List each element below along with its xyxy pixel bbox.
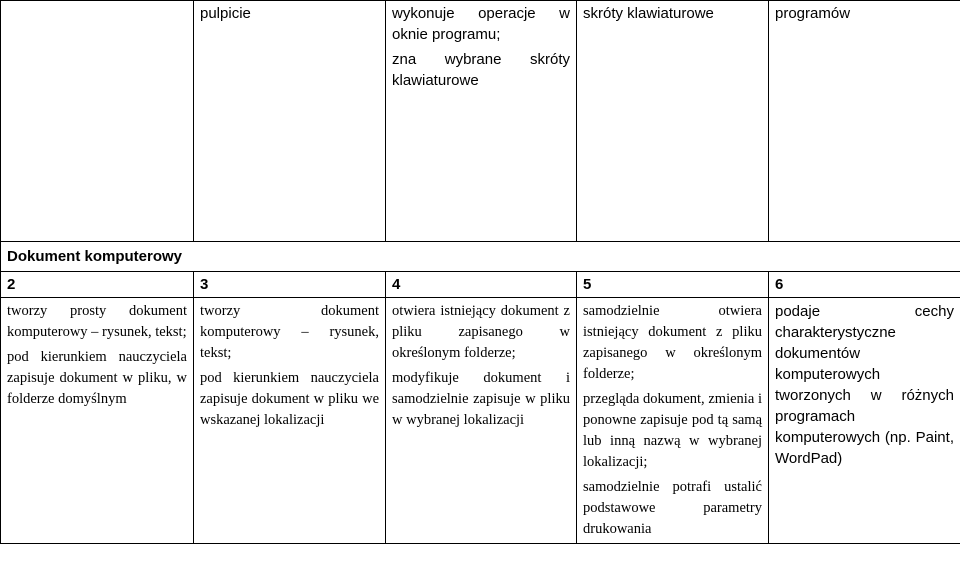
cell-text: samodzielnie otwiera istniejący dokument z pliku zapisanego w określonym folderze; bbox=[583, 303, 762, 382]
cell-text: przegląda dokument, zmienia i ponowne zapisuje pod tą samą lub inną nazwą w wybranej lokalizacji; bbox=[583, 391, 762, 470]
table-cell bbox=[577, 298, 769, 544]
cell-text: zna wybrane skróty klawiaturowe bbox=[392, 51, 570, 89]
column-number: 5 bbox=[577, 272, 769, 298]
cell-text: pod kierunkiem nauczyciela zapisuje dokument w pliku we wskazanej lokalizacji bbox=[200, 370, 379, 428]
table-cell bbox=[577, 1, 769, 242]
column-number-row bbox=[1, 272, 960, 298]
column-number: 4 bbox=[386, 272, 577, 298]
table-cell bbox=[1, 298, 194, 544]
cell-text: tworzy prosty dokument komputerowy – rysunek, tekst; bbox=[7, 303, 187, 340]
cell-text: programów bbox=[775, 5, 851, 22]
column-number: 3 bbox=[194, 272, 386, 298]
section-title: Dokument komputerowy bbox=[1, 242, 960, 272]
section-header-row bbox=[1, 242, 960, 272]
cell-text: tworzy dokument komputerowy – rysunek, tekst; bbox=[200, 303, 379, 361]
table-cell bbox=[1, 1, 194, 242]
table-cell bbox=[194, 298, 386, 544]
table-cell bbox=[769, 1, 960, 242]
table-row bbox=[1, 1, 960, 242]
cell-text: pulpicie bbox=[200, 5, 251, 22]
cell-text: otwiera istniejący dokument z pliku zapisanego w określonym folderze; bbox=[392, 303, 570, 361]
cell-text: skróty klawiaturowe bbox=[583, 5, 714, 22]
table-cell bbox=[386, 1, 577, 242]
cell-text: wykonuje operacje w oknie programu; bbox=[392, 5, 570, 43]
table-cell bbox=[769, 298, 960, 544]
cell-text: podaje cechy charakterystyczne dokumentów komputerowych tworzonych w różnych programach komputerowych (np. Paint, WordPad) bbox=[775, 303, 954, 467]
cell-text: pod kierunkiem nauczyciela zapisuje dokument w pliku, w folderze domyślnym bbox=[7, 349, 187, 407]
column-number: 2 bbox=[1, 272, 194, 298]
table-row bbox=[1, 298, 960, 544]
cell-text: samodzielnie potrafi ustalić podstawowe parametry drukowania bbox=[583, 479, 762, 537]
column-number: 6 bbox=[769, 272, 960, 298]
table-cell bbox=[386, 298, 577, 544]
table-cell bbox=[194, 1, 386, 242]
cell-text: modyfikuje dokument i samodzielnie zapisuje w pliku w wybranej lokalizacji bbox=[392, 370, 570, 428]
